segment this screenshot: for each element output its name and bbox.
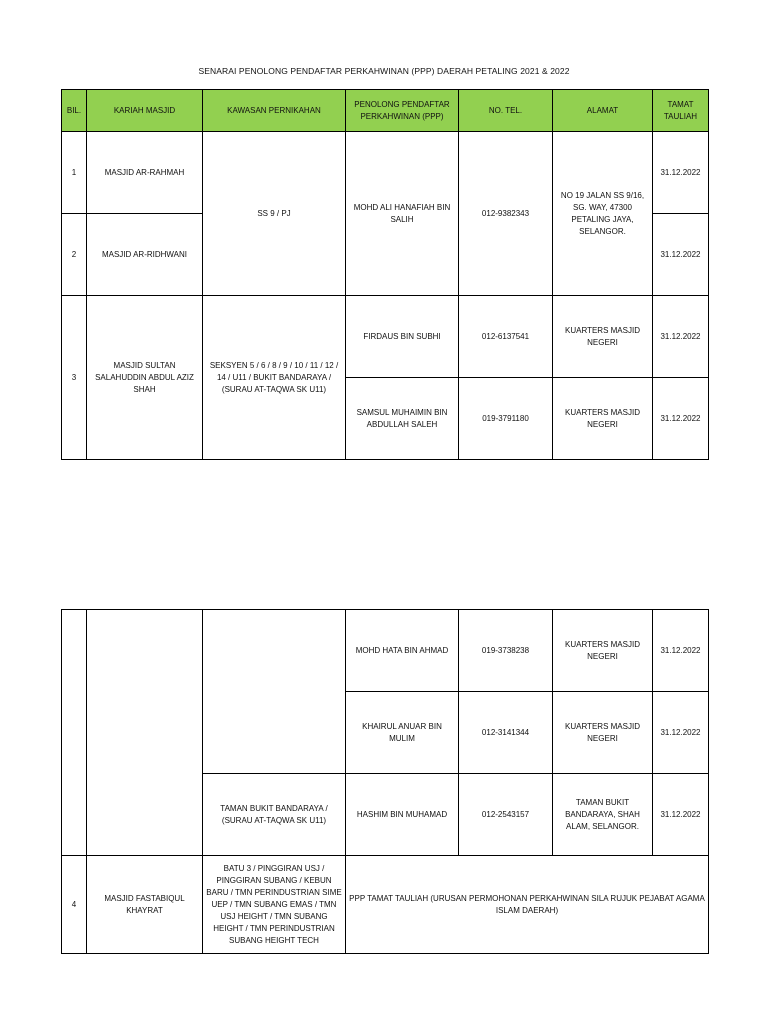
- cell-no-tel: 012-9382343: [459, 132, 553, 296]
- table-row: [62, 856, 709, 954]
- cell-alamat: KUARTERS MASJID NEGERI: [553, 378, 653, 460]
- cell-bil: 4: [62, 856, 87, 954]
- cell-kariah-masjid: MASJID SULTAN SALAHUDDIN ABDUL AZIZ SHAH: [87, 296, 203, 460]
- cell-kariah-masjid: MASJID FASTABIQUL KHAYRAT: [87, 856, 203, 954]
- cell-bil: 2: [62, 214, 87, 296]
- cell-bil: 3: [62, 296, 87, 460]
- cell-penolong-pendaftar: MOHD ALI HANAFIAH BIN SALIH: [346, 132, 459, 296]
- cell-alamat: KUARTERS MASJID NEGERI: [553, 692, 653, 774]
- cell-no-tel: 019-3791180: [459, 378, 553, 460]
- ppp-table-page-2: [61, 609, 709, 954]
- cell-kawasan-pernikahan: BATU 3 / PINGGIRAN USJ / PINGGIRAN SUBANG / KEBUN BARU / TMN PERINDUSTRIAN SIME UEP / TMN SUBANG EMAS / TMN USJ HEIGHT / TMN SUBANG HEIGHT / TMN PERINDUSTRIAN SUBANG HEIGHT TECH: [203, 856, 346, 954]
- cell-alamat: TAMAN BUKIT BANDARAYA, SHAH ALAM, SELANGOR.: [553, 774, 653, 856]
- header-tamat-tauliah: TAMAT TAULIAH: [653, 90, 709, 132]
- table-row: [62, 610, 709, 692]
- cell-no-tel: 019-3738238: [459, 610, 553, 692]
- cell-no-tel: 012-6137541: [459, 296, 553, 378]
- header-penolong-pendaftar: PENOLONG PENDAFTAR PERKAHWINAN (PPP): [346, 90, 459, 132]
- header-kariah-masjid: KARIAH MASJID: [87, 90, 203, 132]
- cell-penolong-pendaftar: HASHIM BIN MUHAMAD: [346, 774, 459, 856]
- cell-tamat-tauliah: 31.12.2022: [653, 774, 709, 856]
- cell-no-tel: 012-2543157: [459, 774, 553, 856]
- cell-tamat-tauliah: 31.12.2022: [653, 132, 709, 214]
- cell-alamat: KUARTERS MASJID NEGERI: [553, 610, 653, 692]
- cell-penolong-pendaftar: FIRDAUS BIN SUBHI: [346, 296, 459, 378]
- header-no-tel: NO. TEL.: [459, 90, 553, 132]
- cell-tamat-tauliah: 31.12.2022: [653, 214, 709, 296]
- cell-kariah-masjid: MASJID AR-RAHMAH: [87, 132, 203, 214]
- cell-kariah-masjid: MASJID AR-RIDHWANI: [87, 214, 203, 296]
- cell-penolong-pendaftar: SAMSUL MUHAIMIN BIN ABDULLAH SALEH: [346, 378, 459, 460]
- cell-kawasan-pernikahan: [203, 610, 346, 774]
- table-row: [62, 296, 709, 378]
- ppp-table-page-1: [61, 89, 709, 460]
- cell-tamat-tauliah: 31.12.2022: [653, 610, 709, 692]
- cell-penolong-pendaftar: KHAIRUL ANUAR BIN MULIM: [346, 692, 459, 774]
- header-row: [62, 90, 709, 132]
- header-bil: BIL.: [62, 90, 87, 132]
- cell-kawasan-pernikahan: TAMAN BUKIT BANDARAYA / (SURAU AT-TAQWA SK U11): [203, 774, 346, 856]
- cell-tamat-tauliah: 31.12.2022: [653, 378, 709, 460]
- header-alamat: ALAMAT: [553, 90, 653, 132]
- header-kawasan-pernikahan: KAWASAN PERNIKAHAN: [203, 90, 346, 132]
- cell-no-tel: 012-3141344: [459, 692, 553, 774]
- cell-tamat-tauliah: 31.12.2022: [653, 296, 709, 378]
- document-title: SENARAI PENOLONG PENDAFTAR PERKAHWINAN (PPP) DAERAH PETALING 2021 & 2022: [198, 66, 570, 76]
- cell-bil: [62, 610, 87, 856]
- cell-alamat: NO 19 JALAN SS 9/16, SG. WAY, 47300 PETALING JAYA, SELANGOR.: [553, 132, 653, 296]
- cell-tamat-tauliah: 31.12.2022: [653, 692, 709, 774]
- table-row: [62, 132, 709, 214]
- cell-tauliah-note: PPP TAMAT TAULIAH (URUSAN PERMOHONAN PERKAHWINAN SILA RUJUK PEJABAT AGAMA ISLAM DAERAH): [346, 856, 709, 954]
- cell-kawasan-pernikahan: SS 9 / PJ: [203, 132, 346, 296]
- cell-kawasan-pernikahan: SEKSYEN 5 / 6 / 8 / 9 / 10 / 11 / 12 / 14 / U11 / BUKIT BANDARAYA / (SURAU AT-TAQWA SK U11): [203, 296, 346, 460]
- cell-penolong-pendaftar: MOHD HATA BIN AHMAD: [346, 610, 459, 692]
- cell-bil: 1: [62, 132, 87, 214]
- cell-kariah-masjid: [87, 610, 203, 856]
- cell-alamat: KUARTERS MASJID NEGERI: [553, 296, 653, 378]
